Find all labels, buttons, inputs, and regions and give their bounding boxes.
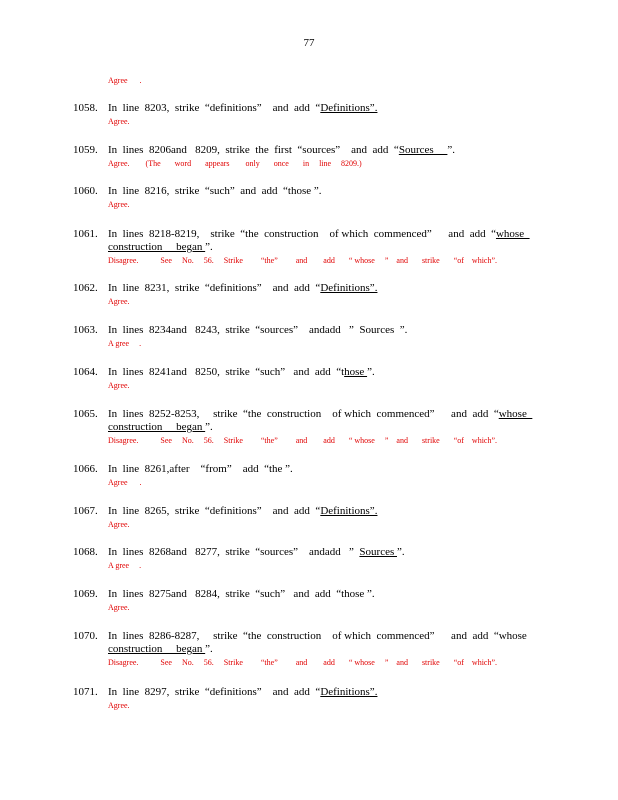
- item-number: 1065.: [73, 408, 98, 420]
- item-text: In line 8297, strike “definitions” and add “Definitions”.: [108, 686, 378, 698]
- underlined-text: Definitions”.: [320, 505, 378, 517]
- item-number: 1063.: [73, 324, 98, 336]
- response-note: A gree .: [108, 561, 142, 570]
- item-number: 1067.: [73, 505, 98, 517]
- item-text: In lines 8252-8253, strike “the construction of which commenced” and add “whose: [108, 408, 533, 420]
- underlined-text: construction began: [108, 421, 206, 433]
- underlined-text: whose: [495, 228, 530, 240]
- response-note: Agree.: [108, 117, 130, 126]
- response-note: Agree .: [108, 478, 142, 487]
- underlined-text: Definitions”.: [320, 282, 378, 294]
- response-note: Agree.: [108, 297, 130, 306]
- response-note: Disagree. See No. 56. Strike “the” and add “ whose ” and strike “of which”.: [108, 256, 498, 265]
- item-text: In lines 8218-8219, strike “the construction of which commenced” and add “whose: [108, 228, 530, 240]
- response-note: Agree.: [108, 603, 130, 612]
- item-number: 1058.: [73, 102, 98, 114]
- item-text: In lines 8206and 8209, strike the first “sources” and add “Sources ”.: [108, 144, 456, 156]
- item-number: 1059.: [73, 144, 98, 156]
- item-text: construction began ”.: [108, 643, 213, 655]
- item-text: In line 8231, strike “definitions” and add “Definitions”.: [108, 282, 378, 294]
- item-number: 1069.: [73, 588, 98, 600]
- item-text: In line 8216, strike “such” and add “those ”.: [108, 185, 322, 197]
- response-note: Agree.: [108, 381, 130, 390]
- item-number: 1066.: [73, 463, 98, 475]
- response-note: Disagree. See No. 56. Strike “the” and add “ whose ” and strike “of which”.: [108, 658, 498, 667]
- item-text: In line 8261,after “from” add “the ”.: [108, 463, 293, 475]
- item-number: 1062.: [73, 282, 98, 294]
- item-number: 1060.: [73, 185, 98, 197]
- underlined-text: Definitions”.: [320, 102, 378, 114]
- item-text: In lines 8286-8287, strike “the construction of which commenced” and add “whose: [108, 630, 527, 642]
- item-text: construction began ”.: [108, 241, 213, 253]
- top-note: Agree .: [108, 76, 142, 85]
- item-number: 1068.: [73, 546, 98, 558]
- item-text: In lines 8234and 8243, strike “sources” andadd ” Sources ”.: [108, 324, 408, 336]
- item-text: construction began ”.: [108, 421, 213, 433]
- response-note: Agree.: [108, 520, 130, 529]
- item-text: In lines 8268and 8277, strike “sources” andadd ” Sources ”.: [108, 546, 405, 558]
- underlined-text: hose: [344, 366, 368, 378]
- underlined-text: Sources: [398, 144, 448, 156]
- response-note: A gree .: [108, 339, 142, 348]
- item-number: 1071.: [73, 686, 98, 698]
- underlined-text: construction began: [108, 643, 206, 655]
- item-text: In line 8203, strike “definitions” and add “Definitions”.: [108, 102, 378, 114]
- underlined-text: Definitions”.: [320, 686, 378, 698]
- underlined-text: construction began: [108, 241, 206, 253]
- response-note: Agree. (The word appears only once in line 8209.): [108, 159, 362, 168]
- response-note: Agree.: [108, 701, 130, 710]
- response-note: Disagree. See No. 56. Strike “the” and add “ whose ” and strike “of which”.: [108, 436, 498, 445]
- underlined-text: whose: [498, 408, 533, 420]
- item-number: 1061.: [73, 228, 98, 240]
- item-text: In lines 8275and 8284, strike “such” and add “those ”.: [108, 588, 375, 600]
- item-text: In lines 8241and 8250, strike “such” and add “those ”.: [108, 366, 375, 378]
- page-number: 77: [303, 37, 315, 49]
- underlined-text: Sources: [359, 546, 397, 558]
- response-note: Agree.: [108, 200, 130, 209]
- item-number: 1064.: [73, 366, 98, 378]
- item-number: 1070.: [73, 630, 98, 642]
- item-text: In line 8265, strike “definitions” and add “Definitions”.: [108, 505, 378, 517]
